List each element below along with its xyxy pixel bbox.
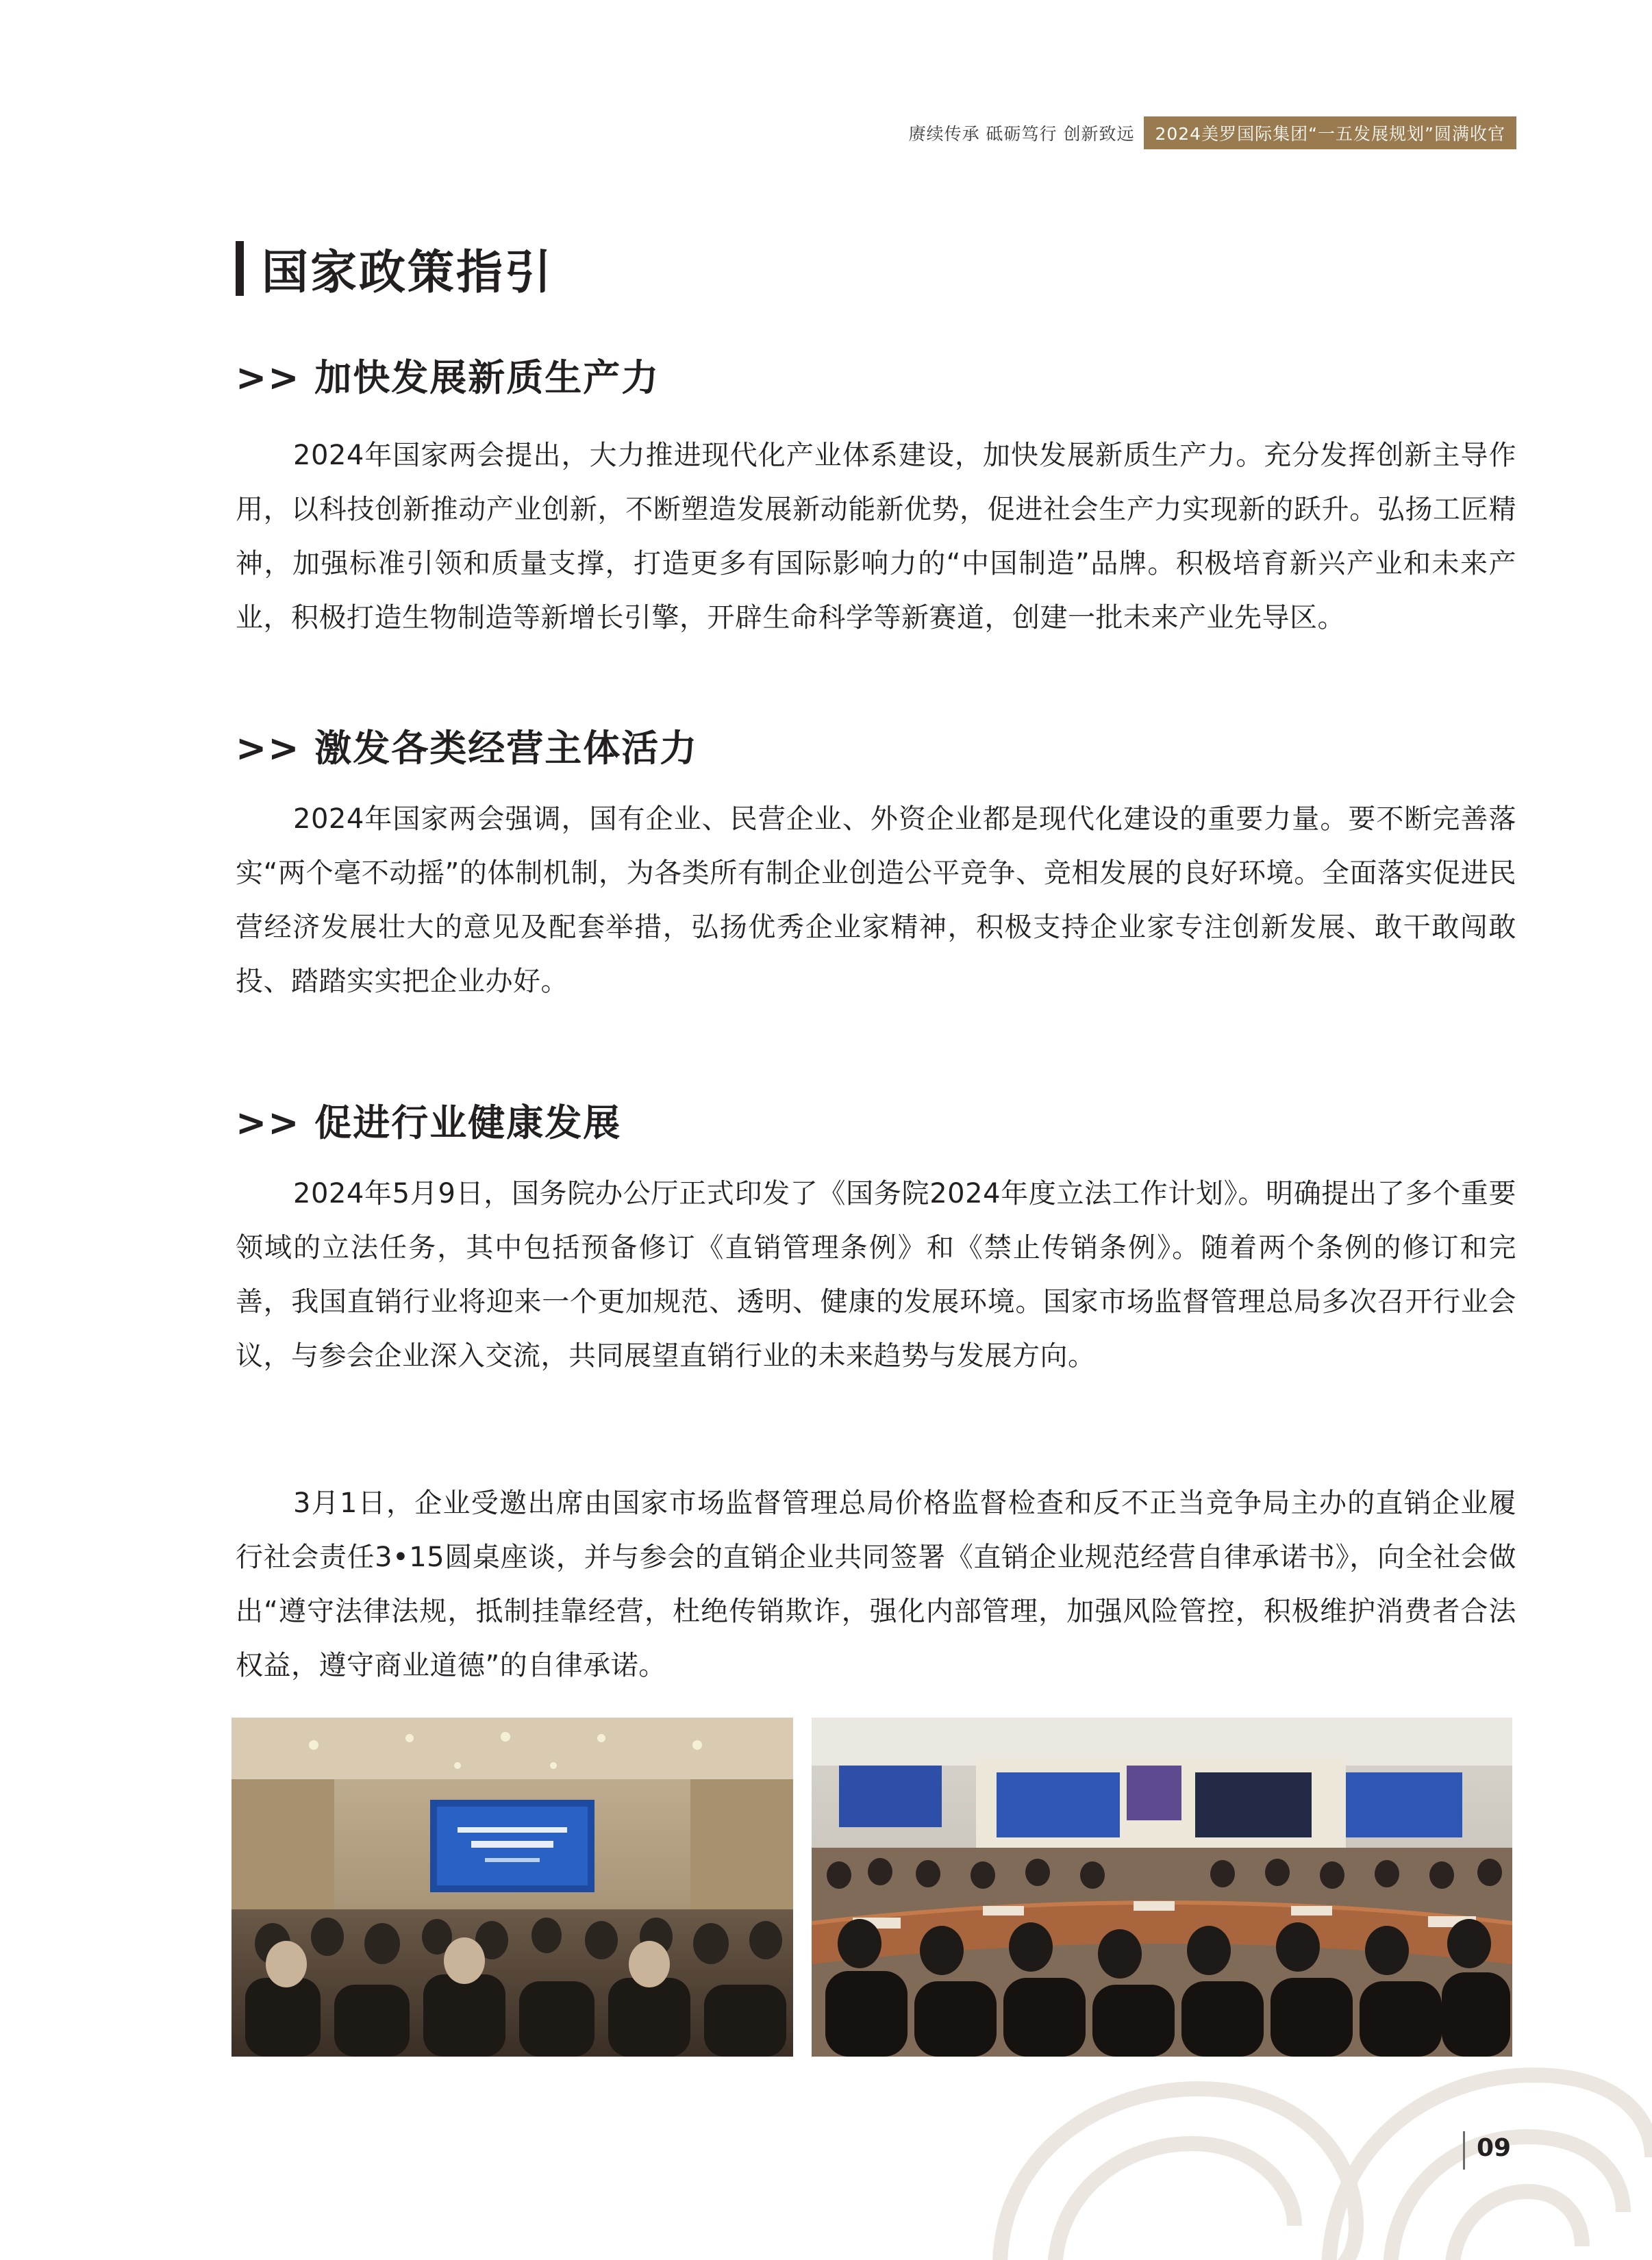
cloud-swirl-decoration xyxy=(973,2048,1652,2260)
conference-photo-left xyxy=(231,1718,793,2057)
header-badge: 2024美罗国际集团“一五发展规划”圆满收官 xyxy=(1144,116,1516,149)
page-title-text: 国家政策指引 xyxy=(262,245,554,300)
section-heading: >> 激发各类经营主体活力 xyxy=(236,727,699,770)
header-slogan: 赓续传承 砥砺笃行 创新致远 xyxy=(908,124,1135,144)
title-bar-divider xyxy=(236,241,244,296)
section-heading: >> 促进行业健康发展 xyxy=(236,1101,622,1144)
section-paragraph: 2024年5月9日，国务院办公厅正式印发了《国务院2024年度立法工作计划》。明确提出了多个重要领域的立法任务，其中包括预备修订《直销管理条例》和《禁止传销条例》。随着两个条例的修订和完善，我国直销行业将迎来一个更加规范、透明、健康的发展环境。国家市场监督管理总局多次召开行业会议，与参会企业深入交流，共同展望直销行业的未来趋势与发展方向。 xyxy=(236,1178,1516,1372)
page-title xyxy=(236,240,554,300)
conference-photo-right xyxy=(812,1718,1512,2057)
page-number: 09 xyxy=(1477,2134,1512,2162)
section-heading: >> 加快发展新质生产力 xyxy=(236,356,660,399)
section-business-vitality xyxy=(236,721,1516,1009)
section-paragraph: 3月1日，企业受邀出席由国家市场监督管理总局价格监督检查和反不正当竞争局主办的直销企业履行社会责任3•15圆桌座谈，并与参会的直销企业共同签署《直销企业规范经营自律承诺书》，向全社会做出“遵守法律法规，抵制挂靠经营，杜绝传销欺诈，强化内部管理，加强风险管控，积极维护消费者合法权益，遵守商业道德”的自律承诺。 xyxy=(236,1487,1516,1681)
section-industry-health xyxy=(236,1096,1516,1693)
section-paragraph: 2024年国家两会提出，大力推进现代化产业体系建设，加快发展新质生产力。充分发挥创新主导作用，以科技创新推动产业创新，不断塑造发展新动能新优势，促进社会生产力实现新的跃升。弘扬工匠精神，加强标准引领和质量支撑，打造更多有国际影响力的“中国制造”品牌。积极培育新兴产业和未来产业，积极打造生物制造等新增长引擎，开辟生命科学等新赛道，创建一批未来产业先导区。 xyxy=(236,440,1516,633)
page-number-divider xyxy=(1463,2131,1465,2170)
section-new-productivity xyxy=(236,351,1516,645)
running-header xyxy=(909,118,1516,148)
section-paragraph: 2024年国家两会强调，国有企业、民营企业、外资企业都是现代化建设的重要力量。要不断完善落实“两个毫不动摇”的体制机制，为各类所有制企业创造公平竞争、竞相发展的良好环境。全面落实促进民营经济发展壮大的意见及配套举措，弘扬优秀企业家精神，积极支持企业家专注创新发展、敢干敢闯敢投、踏踏实实把企业办好。 xyxy=(236,803,1516,997)
